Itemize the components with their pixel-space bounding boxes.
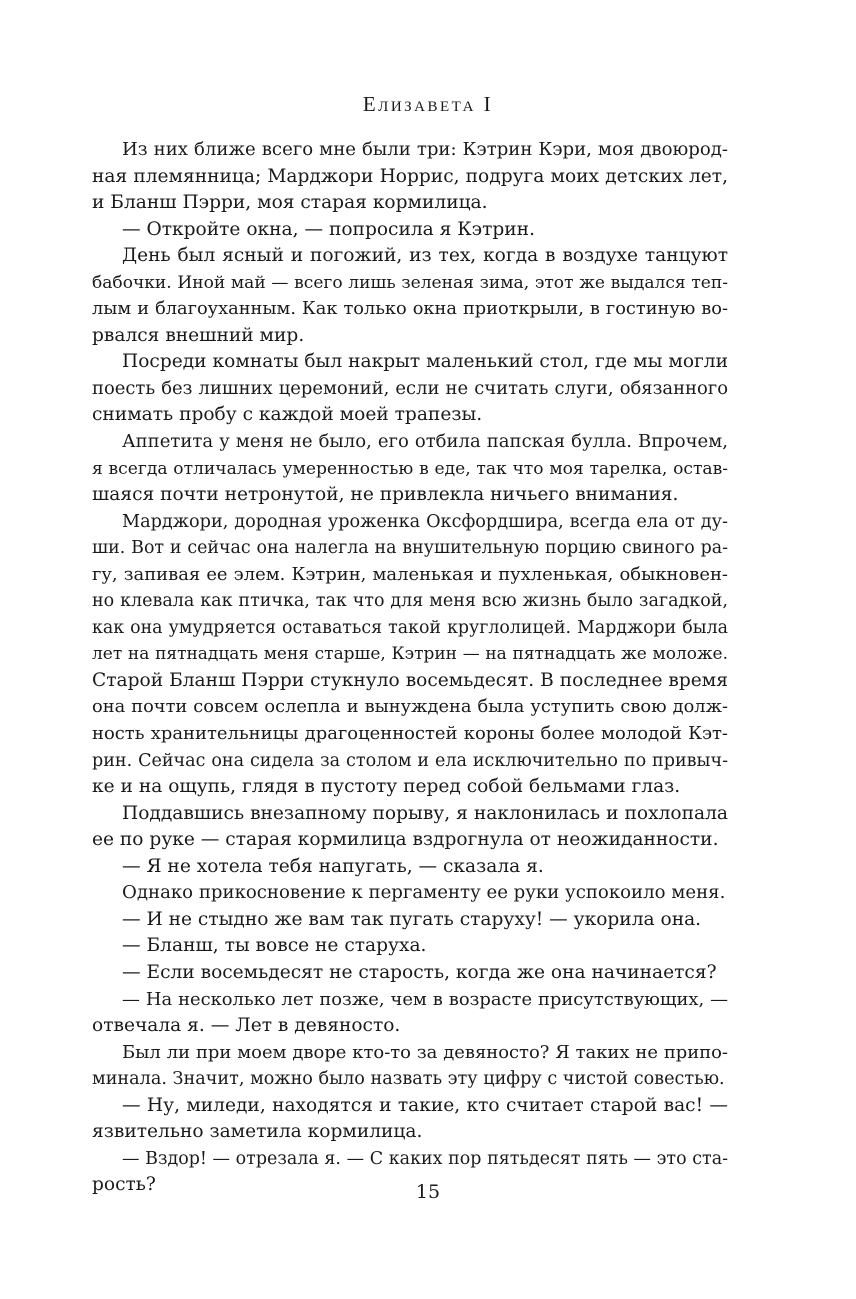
text-line: Однако прикосновение к пергаменту ее руки успокоило меня.: [122, 882, 726, 904]
text-line: Посреди комнаты был накрыт маленький стол, где мы могли: [122, 351, 728, 373]
text-line: лет на пятнадцать меня старше, Кэтрин — на пятнадцать же моложе.: [92, 644, 728, 665]
text-line: лым и благоуханным. Как только окна приоткрыли, в гостиную во-: [92, 299, 728, 320]
running-head: Елизавета I: [362, 92, 494, 116]
text-line: — Бланш, ты вовсе не старуха.: [122, 935, 427, 957]
page-number: 15: [415, 1181, 441, 1203]
text-line: она почти совсем ослепла и вынуждена была уступить свою долж-: [92, 696, 728, 718]
text-line: Был ли при моем дворе кто-то за девяносто? Я таких не припо-: [122, 1041, 728, 1063]
text-line: ная племянница; Марджори Норрис, подруга моих детских лет,: [92, 165, 728, 187]
text-line: ши. Вот и сейчас она налегла на внушительную порцию свиного ра-: [92, 538, 728, 559]
text-line: Аппетита у меня не было, его отбила папская булла. Впрочем,: [122, 431, 728, 453]
text-line: Марджори, дородная уроженка Оксфордшира, всегда ела от ду-: [122, 511, 728, 532]
text-line: отвечала я. — Лет в девяносто.: [92, 1015, 401, 1037]
text-line: ность хранительницы драгоценностей короны более молодой Кэт-: [92, 723, 728, 745]
text-line: — Если восемьдесят не старость, когда же она начинается?: [122, 961, 717, 983]
text-line: рин. Сейчас она сидела за столом и ела исключительно по привыч-: [92, 750, 728, 771]
text-line: — На несколько лет позже, чем в возрасте присутствующих, —: [122, 988, 728, 1010]
text-line: минала. Значит, можно было назвать эту цифру с чистой совестью.: [92, 1069, 725, 1090]
text-line: поесть без лишних церемоний, если не считать слуги, обязанного: [92, 377, 728, 399]
text-line: Из них ближе всего мне были три: Кэтрин Кэри, моя двоюрод-: [122, 139, 728, 160]
text-line: язвительно заметила кормилица.: [92, 1121, 423, 1143]
text-line: — Откройте окна, — попросила я Кэтрин.: [122, 218, 535, 240]
text-line: но клевала как птичка, так что для меня всю жизнь было загадкой,: [92, 591, 728, 612]
text-line: снимать пробу с каждой моей трапезы.: [92, 404, 483, 426]
text-line: Поддавшись внезапному порыву, я наклонилась и похлопала: [122, 802, 728, 824]
text-line: рость?: [92, 1174, 156, 1196]
text-line: я всегда отличалась умеренностью в еде, так что моя тарелка, остав-: [92, 458, 728, 479]
text-line: ее по руке — старая кормилица вздрогнула от неожиданности.: [92, 829, 719, 851]
text-line: ке и на ощупь, глядя в пустоту перед собой бельмами глаз.: [92, 776, 681, 798]
body-text: [92, 137, 728, 1199]
text-line: шаяся почти нетронутой, не привлекла ничьего внимания.: [92, 484, 679, 506]
text-line: День был ясный и погожий, из тех, когда в воздухе танцуют: [122, 245, 728, 267]
text-line: гу, запивая ее элем. Кэтрин, маленькая и пухленькая, обыкновен-: [92, 563, 728, 585]
text-line: бабочки. Иной май — всего лишь зеленая зима, этот же выдался теп-: [92, 272, 728, 293]
text-line: — Я не хотела тебя напугать, — сказала я.: [122, 855, 544, 877]
text-line: Старой Бланш Пэрри стукнуло восемьдесят. В последнее время: [92, 669, 728, 691]
text-line: и Бланш Пэрри, моя старая кормилица.: [92, 192, 488, 214]
text-line: — И не стыдно же вам так пугать старуху! — укорила она.: [122, 908, 702, 930]
text-line: — Вздор! — отрезала я. — С каких пор пятьдесят пять — это ста-: [122, 1148, 728, 1169]
text-line: — Ну, миледи, находятся и такие, кто считает старой вас! —: [122, 1094, 728, 1116]
text-line: как она умудряется оставаться такой круглолицей. Марджори была: [92, 617, 728, 638]
text-line: рвался внешний мир.: [92, 324, 305, 346]
